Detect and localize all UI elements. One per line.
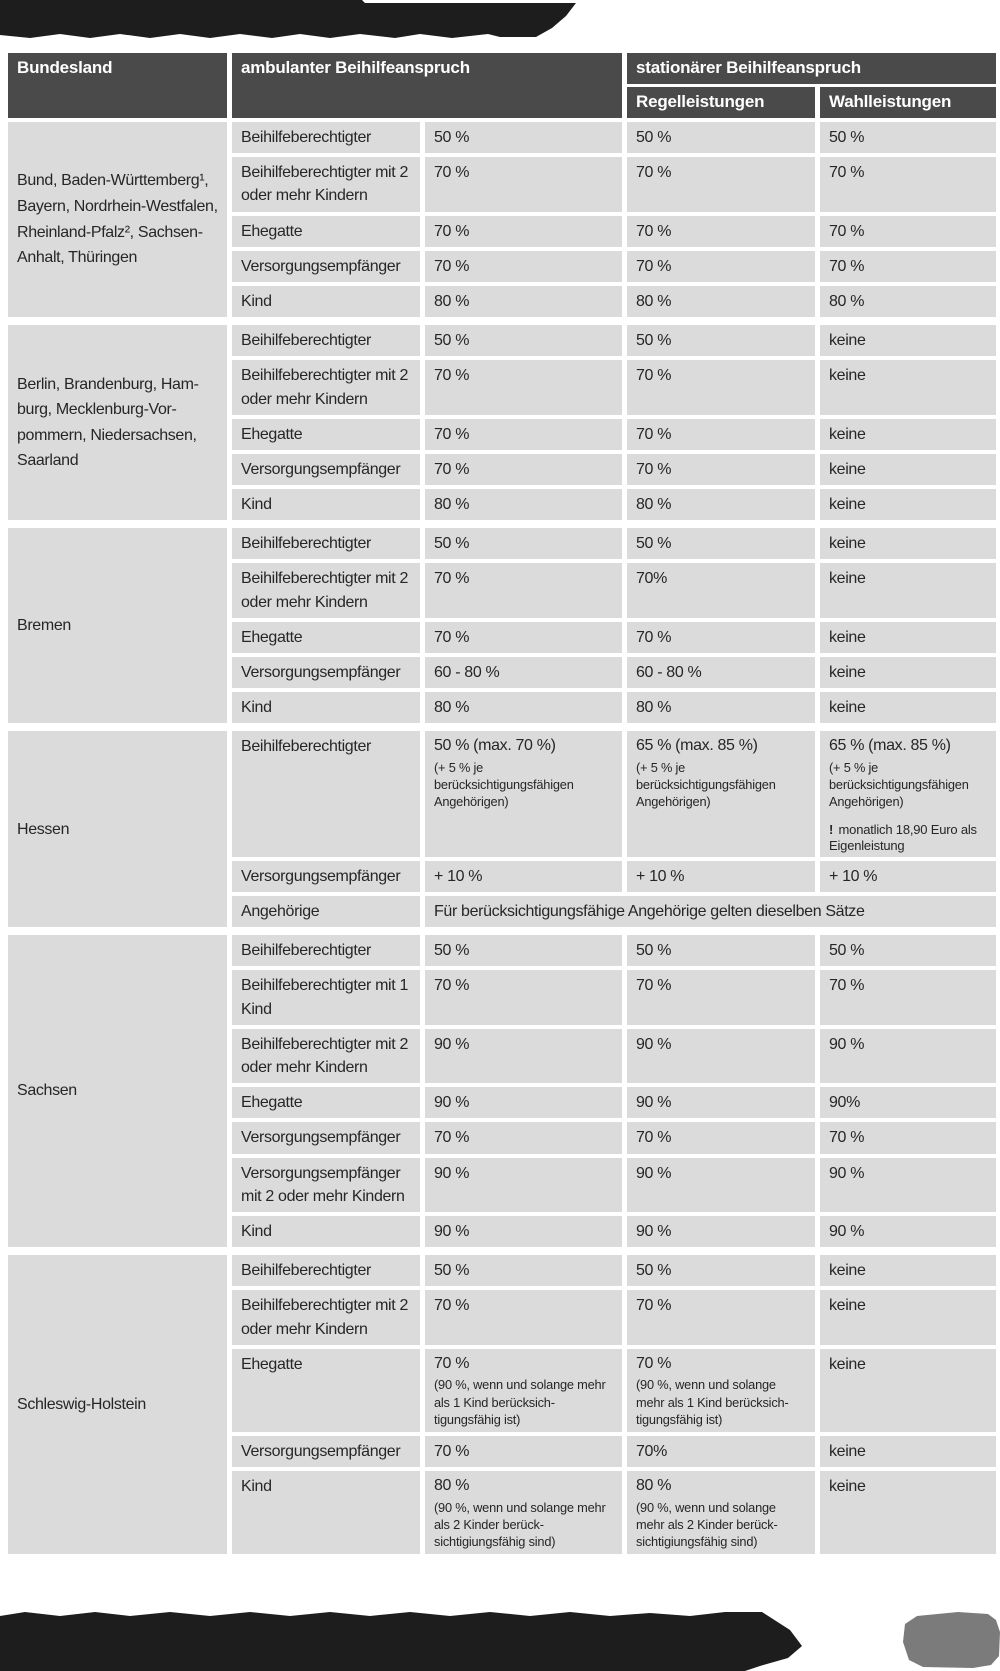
value-wahl: keine [820, 622, 996, 653]
value-wahl [820, 731, 996, 857]
value-regel: 50 % [627, 325, 815, 356]
value-regel: 70 % [627, 1122, 815, 1153]
header-wahlleistungen: Wahlleistungen [820, 87, 996, 118]
value-wahl: keine [820, 419, 996, 450]
value-ambulant: 50 % [425, 528, 622, 559]
value-regel: 70 % [627, 970, 815, 1024]
value-wahl: 70 % [820, 251, 996, 282]
person-label: Versorgungsempfänger [232, 861, 420, 892]
person-label: Beihilfeberechtigter [232, 935, 420, 966]
value-regel: 50 % [627, 1255, 815, 1286]
bundesland-cell: Sachsen [8, 935, 227, 1247]
value-ambulant [425, 1471, 622, 1554]
person-label: Beihilfeberechtigter mit 2 oder mehr Kindern [232, 563, 420, 617]
value-note: (+ 5 % je berücksichtigungsfähigen Angehörigen) [636, 760, 776, 810]
value-regel: 80 % [627, 692, 815, 723]
bundesland-group [8, 122, 996, 317]
value-note: (90 %, wenn und solange mehr als 2 Kinder berücksichtigiungsfähig sind) [636, 1499, 778, 1549]
value-regel: 70 % [627, 419, 815, 450]
value-ambulant: 70 % [425, 454, 622, 485]
value-wahl: 70 % [820, 1122, 996, 1153]
value-regel: 70 % [627, 216, 815, 247]
value-ambulant: 90 % [425, 1029, 622, 1083]
value-main: 70 % [434, 1354, 470, 1372]
value-wahl: + 10 % [820, 861, 996, 892]
value-ambulant: 80 % [425, 286, 622, 317]
value-ambulant: 70 % [425, 157, 622, 211]
value-regel: 80 % [627, 286, 815, 317]
person-label: Ehegatte [232, 1349, 420, 1432]
value-main: 80 % [636, 1476, 672, 1494]
value-ambulant: 80 % [425, 489, 622, 520]
person-label: Versorgungsempfänger [232, 454, 420, 485]
value-regel [627, 1349, 815, 1432]
person-label: Ehegatte [232, 622, 420, 653]
bundesland-group [8, 528, 996, 723]
value-ambulant: 90 % [425, 1087, 622, 1118]
bundesland-group [8, 1255, 996, 1553]
bundesland-group [8, 935, 996, 1247]
value-wahl: keine [820, 528, 996, 559]
value-ambulant: 90 % [425, 1158, 622, 1212]
bundesland-cell: Bremen [8, 528, 227, 723]
value-main: 50 % (max. 70 %) [434, 737, 556, 755]
person-label: Beihilfeberechtigter [232, 122, 420, 153]
value-regel: 60 - 80 % [627, 657, 815, 688]
person-label: Versorgungsempfänger [232, 1436, 420, 1467]
person-label: Kind [232, 286, 420, 317]
beihilfe-table [8, 53, 996, 1554]
value-ambulant: 50 % [425, 122, 622, 153]
value-ambulant: 80 % [425, 692, 622, 723]
bottom-redaction-bar [0, 1608, 810, 1671]
value-regel: + 10 % [627, 861, 815, 892]
value-ambulant [425, 1349, 622, 1432]
header-stationaerer-beihilfeanspruch: stationärer Beihilfeanspruch [627, 53, 996, 84]
value-wahl: keine [820, 657, 996, 688]
value-note: (+ 5 % je berücksichtigungsfähigen Angehörigen) [434, 760, 574, 810]
value-note: (90 %, wenn und solange mehr als 2 Kinder berücksichtigiungsfähig sind) [434, 1499, 606, 1549]
value-wahl: keine [820, 1255, 996, 1286]
header-ambulanter-beihilfeanspruch: ambulanter Beihilfeanspruch [232, 53, 622, 118]
value-span: Für berücksichtigungsfähige Angehörige gelten dieselben Sätze [425, 896, 996, 927]
value-wahl: keine [820, 1471, 996, 1554]
bundesland-cell: Hessen [8, 731, 227, 927]
value-main: 65 % (max. 85 %) [636, 737, 758, 755]
value-wahl: 90 % [820, 1029, 996, 1083]
table-body [8, 122, 996, 1554]
person-label: Kind [232, 1471, 420, 1554]
person-label: Beihilfeberechtigter [232, 1255, 420, 1286]
table-header [8, 53, 996, 118]
person-label: Beihilfeberechtigter mit 2 oder mehr Kindern [232, 1290, 420, 1344]
value-ambulant: 50 % [425, 935, 622, 966]
value-ambulant: 70 % [425, 251, 622, 282]
value-wahl: keine [820, 325, 996, 356]
header-regelleistungen: Regelleistungen [627, 87, 815, 118]
bundesland-group [8, 325, 996, 520]
alert-mark: ! [829, 822, 834, 838]
bundesland-cell: Bund, Baden-Württemberg¹, Bayern, Nordrhein-Westfalen, Rheinland-Pfalz², Sachsen-Anhalt, Thüringen [8, 122, 227, 317]
person-label: Beihilfeberechtigter mit 2 oder mehr Kindern [232, 1029, 420, 1083]
value-ambulant: 70 % [425, 216, 622, 247]
person-label: Angehörige [232, 896, 420, 927]
value-regel [627, 1471, 815, 1554]
value-regel: 70 % [627, 1290, 815, 1344]
value-main: 70 % [636, 1354, 672, 1372]
value-ambulant: 70 % [425, 622, 622, 653]
value-ambulant: 70 % [425, 970, 622, 1024]
value-regel: 90 % [627, 1158, 815, 1212]
value-regel: 70 % [627, 622, 815, 653]
person-label: Versorgungsempfänger mit 2 oder mehr Kindern [232, 1158, 420, 1212]
top-redaction-bar [0, 0, 580, 42]
value-ambulant: 70 % [425, 419, 622, 450]
bundesland-group [8, 731, 996, 927]
value-alert: ! monatlich 18,90 Euro als Eigenleistung [829, 822, 977, 853]
value-regel: 50 % [627, 935, 815, 966]
value-main: 65 % (max. 85 %) [829, 737, 951, 755]
value-regel: 70% [627, 563, 815, 617]
person-label: Ehegatte [232, 216, 420, 247]
person-label: Beihilfeberechtigter [232, 325, 420, 356]
value-regel: 50 % [627, 528, 815, 559]
value-ambulant [425, 731, 622, 857]
person-label: Beihilfeberechtigter mit 2 oder mehr Kindern [232, 360, 420, 414]
gray-redaction-blob [903, 1612, 1000, 1669]
value-wahl: 90 % [820, 1158, 996, 1212]
person-label: Ehegatte [232, 419, 420, 450]
value-wahl: 90% [820, 1087, 996, 1118]
value-ambulant: 90 % [425, 1216, 622, 1247]
value-regel: 70 % [627, 454, 815, 485]
value-regel: 90 % [627, 1216, 815, 1247]
person-label: Beihilfeberechtigter mit 2 oder mehr Kindern [232, 157, 420, 211]
value-ambulant: 70 % [425, 1290, 622, 1344]
value-regel: 80 % [627, 489, 815, 520]
value-ambulant: 50 % [425, 325, 622, 356]
value-regel [627, 731, 815, 857]
value-wahl: 70 % [820, 970, 996, 1024]
value-wahl: 50 % [820, 935, 996, 966]
person-label: Beihilfeberechtigter [232, 731, 420, 857]
value-ambulant: 60 - 80 % [425, 657, 622, 688]
value-ambulant: + 10 % [425, 861, 622, 892]
value-wahl: keine [820, 563, 996, 617]
value-wahl: keine [820, 360, 996, 414]
person-label: Beihilfeberechtigter [232, 528, 420, 559]
person-label: Versorgungsempfänger [232, 251, 420, 282]
value-wahl: 50 % [820, 122, 996, 153]
value-regel: 70% [627, 1436, 815, 1467]
person-label: Kind [232, 489, 420, 520]
person-label: Ehegatte [232, 1087, 420, 1118]
value-wahl: keine [820, 1436, 996, 1467]
value-regel: 50 % [627, 122, 815, 153]
value-wahl: 80 % [820, 286, 996, 317]
value-wahl: keine [820, 454, 996, 485]
person-label: Kind [232, 692, 420, 723]
value-ambulant: 70 % [425, 1436, 622, 1467]
bundesland-cell: Schleswig-Holstein [8, 1255, 227, 1553]
value-ambulant: 70 % [425, 563, 622, 617]
value-ambulant: 70 % [425, 360, 622, 414]
person-label: Beihilfeberechtigter mit 1 Kind [232, 970, 420, 1024]
value-wahl: 90 % [820, 1216, 996, 1247]
value-wahl: keine [820, 692, 996, 723]
value-ambulant: 70 % [425, 1122, 622, 1153]
value-wahl: 70 % [820, 157, 996, 211]
value-note: (+ 5 % je berücksichtigungsfähigen Angehörigen) [829, 760, 969, 810]
person-label: Versorgungsempfänger [232, 1122, 420, 1153]
person-label: Kind [232, 1216, 420, 1247]
bundesland-cell: Berlin, Brandenburg, Hamburg, Mecklenburg-Vorpommern, Niedersachsen, Saarland [8, 325, 227, 520]
value-regel: 70 % [627, 360, 815, 414]
value-wahl: 70 % [820, 216, 996, 247]
value-note: (90 %, wenn und solange mehr als 1 Kind berücksichtigungsfähig ist) [434, 1377, 606, 1427]
value-regel: 70 % [627, 157, 815, 211]
value-wahl: keine [820, 1290, 996, 1344]
value-note: (90 %, wenn und solange mehr als 1 Kind berücksichtigungsfähig ist) [636, 1377, 789, 1427]
value-main: 80 % [434, 1476, 470, 1494]
header-bundesland: Bundesland [8, 53, 227, 118]
value-wahl: keine [820, 489, 996, 520]
value-regel: 90 % [627, 1029, 815, 1083]
person-label: Versorgungsempfänger [232, 657, 420, 688]
value-regel: 70 % [627, 251, 815, 282]
value-regel: 90 % [627, 1087, 815, 1118]
value-wahl: keine [820, 1349, 996, 1432]
value-ambulant: 50 % [425, 1255, 622, 1286]
